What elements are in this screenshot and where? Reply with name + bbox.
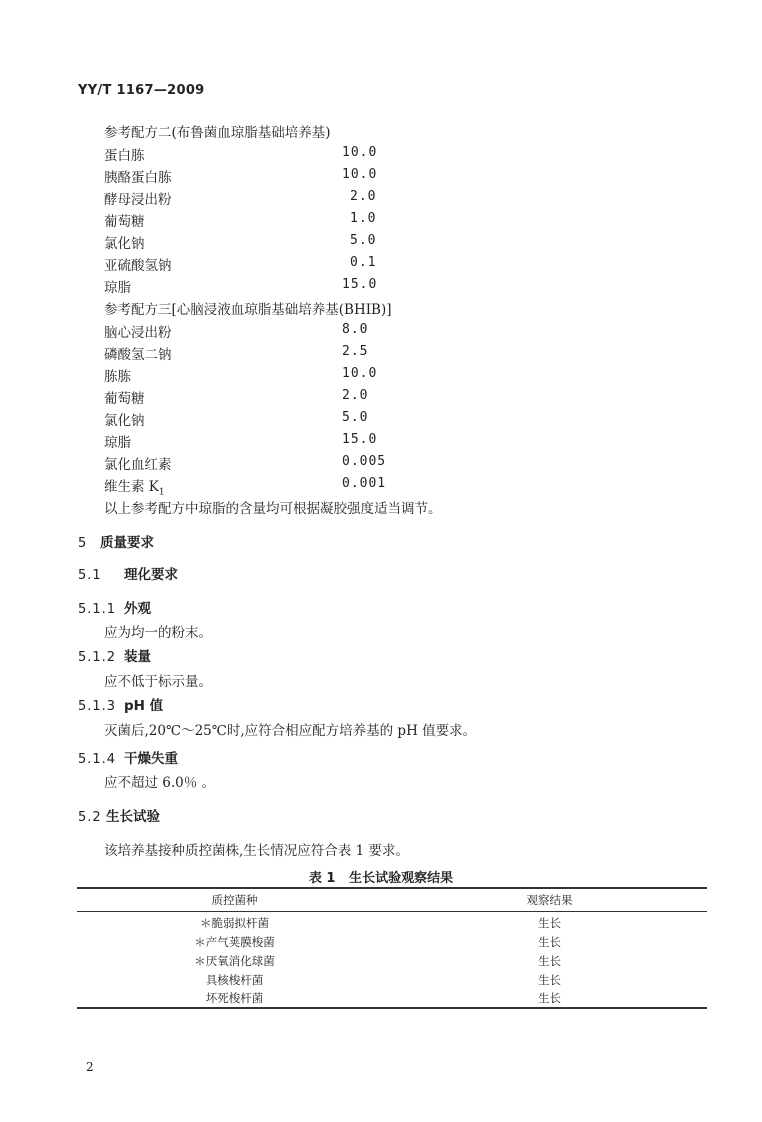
ingredient-value: 1.0 <box>350 211 377 226</box>
ingredient-value: 15.0 <box>342 277 378 292</box>
ingredient-value: 0.001 <box>342 476 387 491</box>
ingredient-name: 氯化血红素 <box>104 457 172 473</box>
result-cell: 生长 <box>538 935 561 949</box>
ingredient-value: 5.0 <box>350 233 377 248</box>
table-bottom-rule <box>77 1007 707 1009</box>
section-5-1-1-text: 应为均一的粉末。 <box>104 625 212 641</box>
ingredient-name: 葡萄糖 <box>104 214 145 230</box>
ingredient-value: 0.005 <box>342 454 387 469</box>
section-5-2-text: 该培养基接种质控菌株,生长情况应符合表 1 要求。 <box>104 843 409 859</box>
section-5-1-heading: 5.1 理化要求 <box>78 567 178 583</box>
section-5-1-3-heading: 5.1.3 pH 值 <box>78 698 164 714</box>
ingredient-value: 10.0 <box>342 366 378 381</box>
section-5-1-2-text: 应不低于标示量。 <box>104 674 212 690</box>
section-5-1-1-heading: 5.1.1 外观 <box>78 601 151 617</box>
table-header-cell: 观察结果 <box>526 893 573 907</box>
table-header-cell: 质控菌种 <box>211 893 258 907</box>
strain-cell: 坏死梭杆菌 <box>205 991 264 1005</box>
strain-cell: ＊产气荚膜梭菌 <box>194 935 275 949</box>
section-5-2-heading: 5.2 生长试验 <box>78 809 160 825</box>
strain-cell: ＊厌氧消化球菌 <box>194 954 275 968</box>
ingredient-name: 脑心浸出粉 <box>104 325 172 341</box>
ingredient-name: 琼脂 <box>104 280 131 296</box>
ingredient-value: 2.0 <box>342 388 369 403</box>
ingredient-value: 0.1 <box>350 255 377 270</box>
table-header-rule <box>77 911 707 912</box>
formula-3-title: 参考配方三[心脑浸液血琼脂基础培养基(BHIB)] <box>104 302 392 318</box>
section-5-1-2-heading: 5.1.2 装量 <box>78 649 151 665</box>
section-5-heading: 5 质量要求 <box>78 535 154 551</box>
ingredient-name: 葡萄糖 <box>104 391 145 407</box>
ingredient-name: 胰酪蛋白胨 <box>104 170 172 186</box>
table-top-rule <box>77 887 707 889</box>
ingredient-name: 亚硫酸氢钠 <box>104 258 172 274</box>
page-number: 2 <box>86 1060 94 1074</box>
formula-2-title: 参考配方二(布鲁菌血琼脂基础培养基) <box>104 125 331 141</box>
section-5-1-4-text: 应不超过 6.0％ 。 <box>104 775 216 791</box>
ingredient-name: 酵母浸出粉 <box>104 192 172 208</box>
result-cell: 生长 <box>538 954 561 968</box>
ingredient-value: 2.0 <box>350 189 377 204</box>
section-5-1-3-text: 灭菌后,20℃～25℃时,应符合相应配方培养基的 pH 值要求。 <box>104 723 477 739</box>
standard-number: YY/T 1167—2009 <box>78 83 205 98</box>
ingredient-value: 8.0 <box>342 322 369 337</box>
ingredient-name: 胨胨 <box>104 369 131 385</box>
ingredient-value: 5.0 <box>342 410 369 425</box>
strain-cell: ＊脆弱拟杆菌 <box>200 916 269 930</box>
ingredient-name: 琼脂 <box>104 435 131 451</box>
result-cell: 生长 <box>538 973 561 987</box>
ingredient-name: 氯化钠 <box>104 236 145 252</box>
ingredient-value: 10.0 <box>342 167 378 182</box>
section-5-1-4-heading: 5.1.4 干燥失重 <box>78 751 178 767</box>
strain-cell: 具核梭杆菌 <box>205 973 264 987</box>
agar-note: 以上参考配方中琼脂的含量均可根据凝胶强度适当调节。 <box>104 501 442 517</box>
ingredient-name: 氯化钠 <box>104 413 145 429</box>
ingredient-name: 维生素 $K_1$ <box>104 479 165 498</box>
ingredient-value: 2.5 <box>342 344 369 359</box>
ingredient-value: 10.0 <box>342 145 378 160</box>
ingredient-name: 磷酸氢二钠 <box>104 347 172 363</box>
ingredient-value: 15.0 <box>342 432 378 447</box>
result-cell: 生长 <box>538 916 561 930</box>
result-cell: 生长 <box>538 991 561 1005</box>
table-1-caption: 表 1 生长试验观察结果 <box>308 871 454 886</box>
ingredient-name: 蛋白胨 <box>104 148 145 164</box>
